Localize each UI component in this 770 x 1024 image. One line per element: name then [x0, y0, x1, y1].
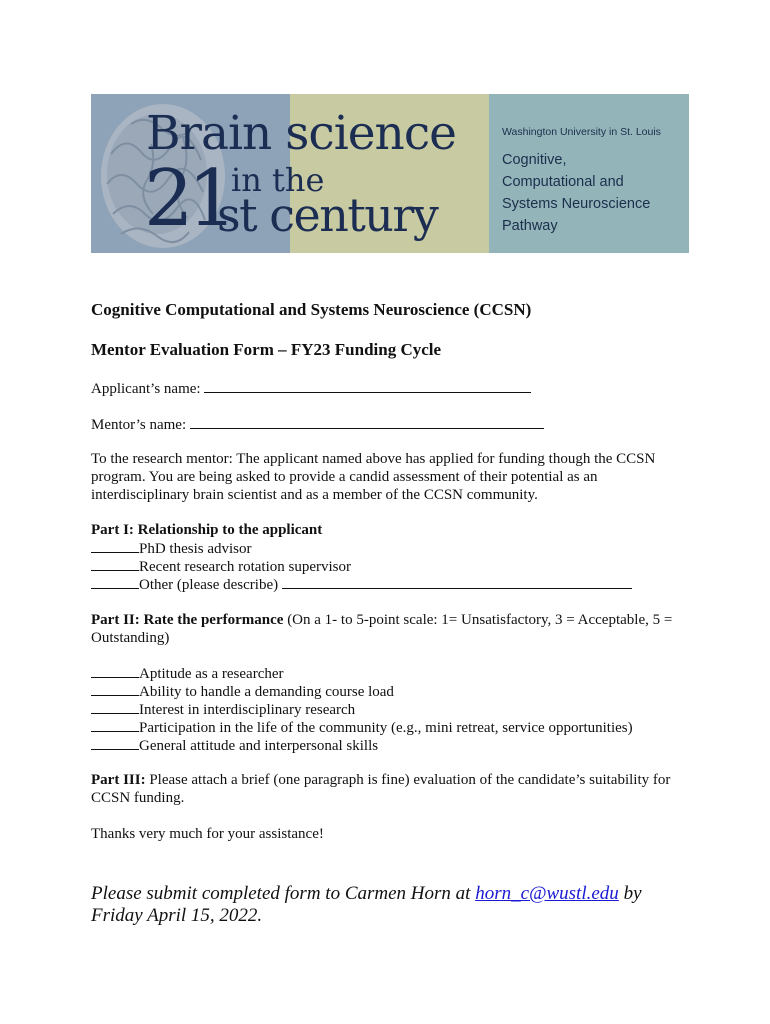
part3-text: Please attach a brief (one paragraph is fine) evaluation of the candidate’s suitability for CCSN funding.: [91, 772, 671, 806]
mentor-name-line[interactable]: [190, 415, 544, 429]
part2-heading: [91, 611, 683, 647]
rating-blank[interactable]: [91, 664, 139, 678]
rating-item: [91, 664, 691, 682]
program-line: Pathway: [502, 218, 558, 234]
rating-label: General attitude and interpersonal skills: [139, 738, 379, 754]
submit-text-after: by Friday April 15, 2022.: [91, 883, 642, 926]
applicant-name-line[interactable]: [204, 379, 531, 393]
part1-option: [91, 557, 691, 575]
option-label: Other (please describe): [139, 577, 279, 593]
part1-option: [91, 575, 691, 593]
other-describe-line[interactable]: [282, 575, 632, 589]
program-heading: Cognitive Computational and Systems Neuroscience (CCSN): [91, 300, 532, 319]
intro-paragraph: To the research mentor: The applicant named above has applied for funding though the CCSN program. You are being asked to provide a candid assessment of their potential as an interdisciplinary brain scientist and as a member of the CCSN community.: [91, 451, 656, 503]
program-name: [502, 149, 650, 237]
part3-title: Part III:: [91, 772, 146, 788]
rating-label: Interest in interdisciplinary research: [139, 702, 356, 718]
thanks-text: Thanks very much for your assistance!: [91, 826, 324, 842]
program-line: Computational and: [502, 174, 624, 190]
part1-option: [91, 539, 691, 557]
rating-item: [91, 682, 691, 700]
rating-item: [91, 718, 691, 736]
answer-blank[interactable]: [91, 557, 139, 571]
part2-items: [91, 664, 691, 754]
answer-blank[interactable]: [91, 575, 139, 589]
banner-title-21: 21: [144, 154, 232, 244]
option-label: Recent research rotation supervisor: [139, 559, 351, 575]
program-line: Cognitive,: [502, 152, 567, 168]
rating-label: Aptitude as a researcher: [139, 666, 284, 682]
institution-name: Washington University in St. Louis: [502, 126, 661, 138]
option-label: PhD thesis advisor: [139, 541, 252, 557]
part2-scale: (On a 1- to 5-point scale: 1= Unsatisfactory, 3 = Acceptable, 5 = Outstanding): [91, 612, 673, 646]
rating-label: Participation in the life of the community (e.g., mini retreat, service opportunities): [139, 720, 633, 736]
mentor-name-label: Mentor’s name:: [91, 417, 187, 433]
banner-title: [91, 94, 489, 253]
program-line: Systems Neuroscience: [502, 196, 651, 212]
banner-title-in-the: in the: [231, 161, 325, 199]
answer-blank[interactable]: [91, 539, 139, 553]
rating-blank[interactable]: [91, 736, 139, 750]
part3-section: [91, 771, 683, 807]
submit-text-before: Please submit completed form to Carmen Horn at: [91, 883, 476, 904]
header-banner: [91, 94, 689, 253]
banner-title-line1: Brain science: [146, 106, 456, 161]
email-link[interactable]: horn_c@wustl.edu: [475, 883, 619, 904]
part2-title: Part II: Rate the performance: [91, 612, 284, 628]
form-title: Mentor Evaluation Form – FY23 Funding Cycle: [91, 340, 442, 359]
applicant-name-field[interactable]: [91, 379, 691, 398]
submit-instructions: [91, 883, 691, 927]
mentor-name-field[interactable]: [91, 415, 691, 434]
part1-title: Part I: Relationship to the applicant: [91, 522, 323, 538]
rating-label: Ability to handle a demanding course load: [139, 684, 394, 700]
part1-section: [91, 521, 691, 593]
rating-item: [91, 736, 691, 754]
rating-item: [91, 700, 691, 718]
rating-blank[interactable]: [91, 700, 139, 714]
banner-right-panel: [489, 94, 689, 253]
applicant-name-label: Applicant’s name:: [91, 381, 201, 397]
rating-blank[interactable]: [91, 718, 139, 732]
rating-blank[interactable]: [91, 682, 139, 696]
banner-title-century: st century: [217, 188, 438, 242]
